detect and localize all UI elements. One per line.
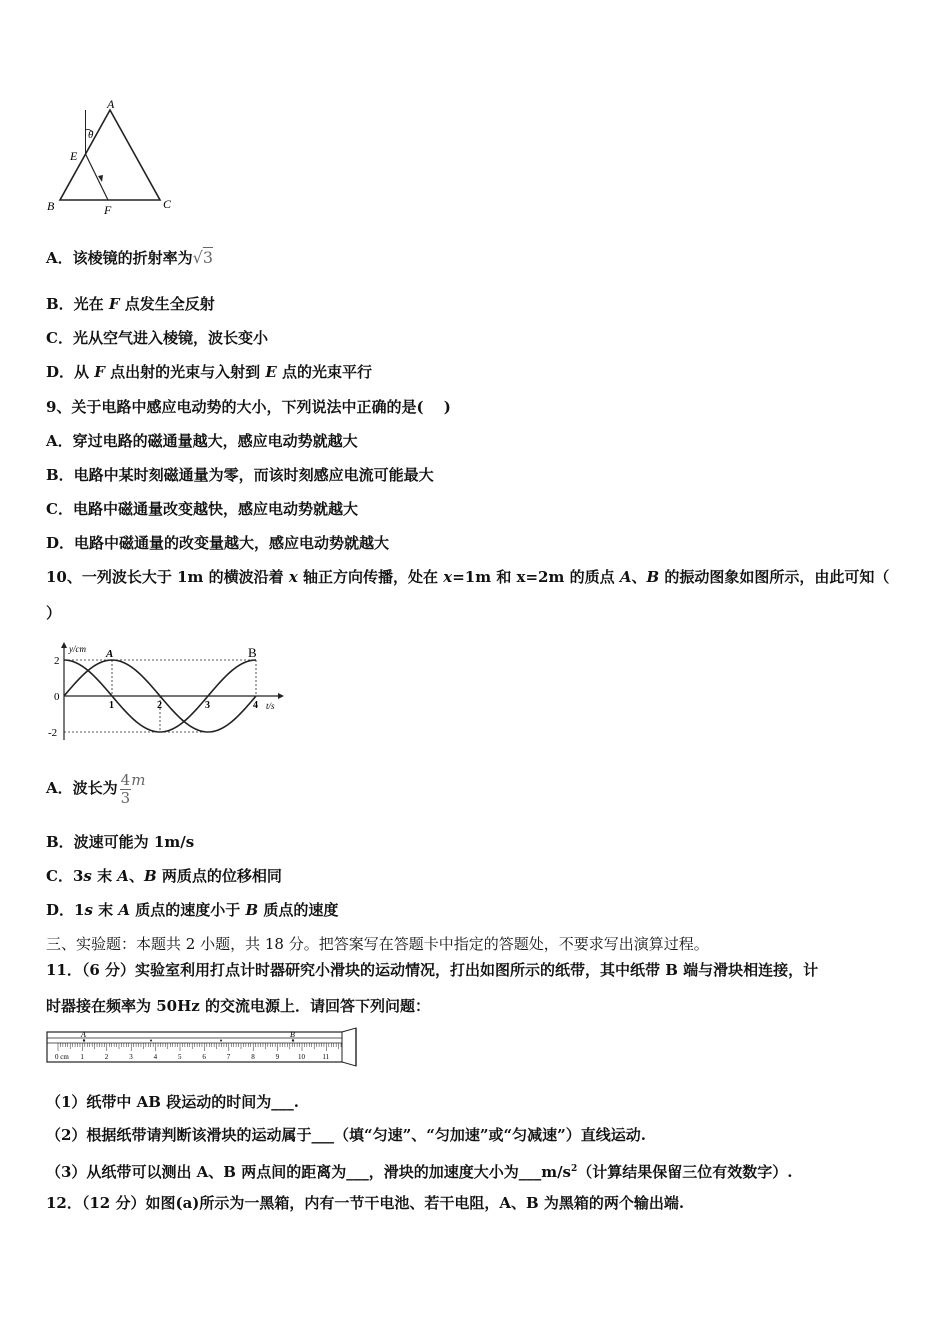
q10-option-d-A: A: [118, 901, 130, 919]
tape-dot: [150, 1040, 152, 1042]
q10-stem-A: A: [619, 568, 632, 586]
q10-stem-x: x: [288, 568, 298, 586]
q11-sub3: [46, 1159, 793, 1182]
ruler-tick-label: 5: [178, 1053, 182, 1061]
q11-sub3-exponent: 2: [571, 1164, 578, 1174]
q10-stem-line2: ）: [46, 604, 62, 622]
tape-dot-A: [83, 1039, 85, 1041]
q10-option-a-text: A．波长为: [46, 779, 118, 797]
ruler-tick-label: 8: [251, 1053, 255, 1061]
q10-option-c: [46, 866, 282, 886]
q10-stem-part: =1m 和 x=2m 的质点: [452, 568, 620, 586]
label-A: A: [107, 97, 115, 111]
chart-x-label: t/s: [266, 701, 275, 711]
series-label-B: B: [248, 645, 257, 660]
q10-stem-part: 的振动图象如图所示，由此可知（: [659, 568, 890, 586]
chart-y-tick-label: 0: [54, 691, 60, 703]
ruler-tick-label: 10: [298, 1053, 305, 1061]
q8-option-d-var1: F: [94, 363, 105, 381]
series-label-A: A: [106, 648, 114, 660]
tape-point-A: A: [81, 1030, 86, 1039]
q11-stem-line1: 11．（6 分）实验室利用打点计时器研究小滑块的运动情况，打出如图所示的纸带，其中纸带 B 端与滑块相连接，计: [46, 961, 819, 979]
q10-option-c-text: 末: [91, 867, 118, 885]
tape-dot-B: [292, 1039, 294, 1041]
fraction: [120, 772, 132, 807]
chart-x-tick-label: 2: [157, 700, 162, 711]
q10-option-d-text: D．1: [46, 901, 85, 919]
chart-x-tick-label: 3: [205, 700, 210, 711]
q8-option-b-text: B．光在: [46, 295, 109, 313]
prism-figure: [40, 96, 180, 220]
label-C: C: [163, 197, 172, 211]
chart-y-tick-label: -2: [48, 727, 58, 739]
q10-option-b: B．波速可能为 1m/s: [46, 833, 195, 851]
q11-sub3-text2: （计算结果保留三位有效数字）.: [577, 1163, 793, 1181]
q8-option-b-var: F: [108, 295, 120, 313]
ruler-tick-label: 2: [104, 1053, 109, 1061]
q9-stem: 9、关于电路中感应电动势的大小，下列说法中正确的是( ): [46, 398, 451, 416]
q11-sub3-text: （3）从纸带可以测出 A、B 两点间的距离为___，滑块的加速度大小为___m/s: [46, 1163, 571, 1181]
q10-option-c-A: A: [117, 867, 129, 885]
q10-option-c-unit: s: [83, 867, 92, 885]
q11-stem-line2: 时器接在频率为 50Hz 的交流电源上．请回答下列问题：: [46, 997, 431, 1015]
chart-x-tick-label: 4: [253, 700, 258, 711]
q8-option-d-text2: 点出射的光束与入射到: [104, 363, 266, 381]
q10-option-a-unit: m: [131, 771, 146, 789]
label-E: E: [70, 149, 78, 163]
ruler-tick-label: 4: [153, 1053, 158, 1061]
ruler-tick-label: 1: [80, 1053, 84, 1061]
q8-option-b: [46, 294, 215, 314]
sqrt-symbol: √3: [192, 248, 214, 267]
q9-option-d: D．电路中磁通量的改变量越大，感应电动势就越大: [46, 534, 390, 552]
q10-stem: [46, 567, 889, 587]
ruler-tick-label: 6: [202, 1053, 206, 1061]
ruler-unit-label: 0 cm: [55, 1053, 69, 1061]
tape-point-B: B: [290, 1030, 295, 1039]
section-3-heading: 三、实验题：本题共 2 小题，共 18 分。把答案写在答题卡中指定的答题处，不要求写出演算过程。: [46, 935, 709, 953]
q10-option-d-text: 末: [92, 901, 119, 919]
sqrt-radicand: 3: [202, 248, 214, 267]
ruler-tape-figure: [46, 1026, 362, 1072]
q10-option-c-text: 两质点的位移相同: [156, 867, 282, 885]
fraction-numerator: 4: [120, 770, 131, 789]
chart-y-label: y/cm: [69, 644, 86, 654]
q10-stem-x1: x: [443, 568, 453, 586]
ruler-tick-label: 7: [226, 1053, 231, 1061]
q10-stem-part: 、: [631, 568, 647, 586]
chart-x-arrow: [278, 693, 284, 699]
ruler-tick-label: 11: [322, 1053, 330, 1061]
q10-option-d: [46, 900, 338, 920]
ruler-slider: [342, 1028, 356, 1066]
q8-option-d: [46, 362, 372, 382]
ruler-tick-label: 9: [275, 1053, 280, 1061]
q8-option-b-text2: 点发生全反射: [119, 295, 215, 313]
chart-y-tick-label: 2: [54, 655, 60, 667]
q9-option-b: B．电路中某时刻磁通量为零，而该时刻感应电流可能最大: [46, 466, 434, 484]
chart-x-tick-label: 1: [109, 700, 114, 711]
q10-option-d-text: 质点的速度小于: [130, 901, 246, 919]
q10-option-c-text: C．3: [46, 867, 84, 885]
q8-option-a-text: A．该棱镜的折射率为: [46, 249, 193, 267]
label-F: F: [104, 203, 112, 217]
q10-option-d-unit: s: [84, 901, 93, 919]
label-theta: θ: [88, 129, 94, 141]
q10-option-d-B: B: [245, 901, 259, 919]
q10-stem-part: 10、一列波长大于 1m 的横波沿着: [46, 568, 289, 586]
q9-option-a: A．穿过电路的磁通量越大，感应电动势就越大: [46, 432, 358, 450]
q10-stem-part: 轴正方向传播，处在: [297, 568, 444, 586]
fraction-denominator: 3: [120, 788, 131, 807]
q9-option-c: C．电路中磁通量改变越快，感应电动势就越大: [46, 500, 358, 518]
q10-option-c-B: B: [143, 867, 157, 885]
q10-option-d-text: 质点的速度: [258, 901, 339, 919]
q8-option-d-text: D．从: [46, 363, 95, 381]
q11-sub1: （1）纸带中 AB 段运动的时间为___.: [46, 1093, 299, 1111]
label-B: B: [47, 199, 55, 213]
q8-option-c: C．光从空气进入棱镜，波长变小: [46, 329, 268, 347]
light-ray: [86, 154, 109, 200]
q8-option-a: [46, 248, 213, 268]
vibration-chart: [46, 640, 286, 744]
tape-dot: [220, 1040, 222, 1042]
ruler-tick-label: 3: [129, 1053, 133, 1061]
q10-option-a: [46, 770, 145, 807]
chart-y-arrow: [61, 642, 67, 648]
q12-stem: 12．（12 分）如图(a)所示为一黑箱，内有一节干电池、若干电阻，A、B 为黑箱的两个输出端.: [46, 1194, 685, 1212]
q10-option-c-text: 、: [128, 867, 144, 885]
q8-option-d-var2: E: [265, 363, 277, 381]
q8-option-d-text3: 点的光束平行: [276, 363, 373, 381]
q11-sub2: （2）根据纸带请判断该滑块的运动属于___（填“匀速”、“匀加速”或“匀减速”）直线运动.: [46, 1126, 646, 1144]
q10-stem-B: B: [646, 568, 660, 586]
